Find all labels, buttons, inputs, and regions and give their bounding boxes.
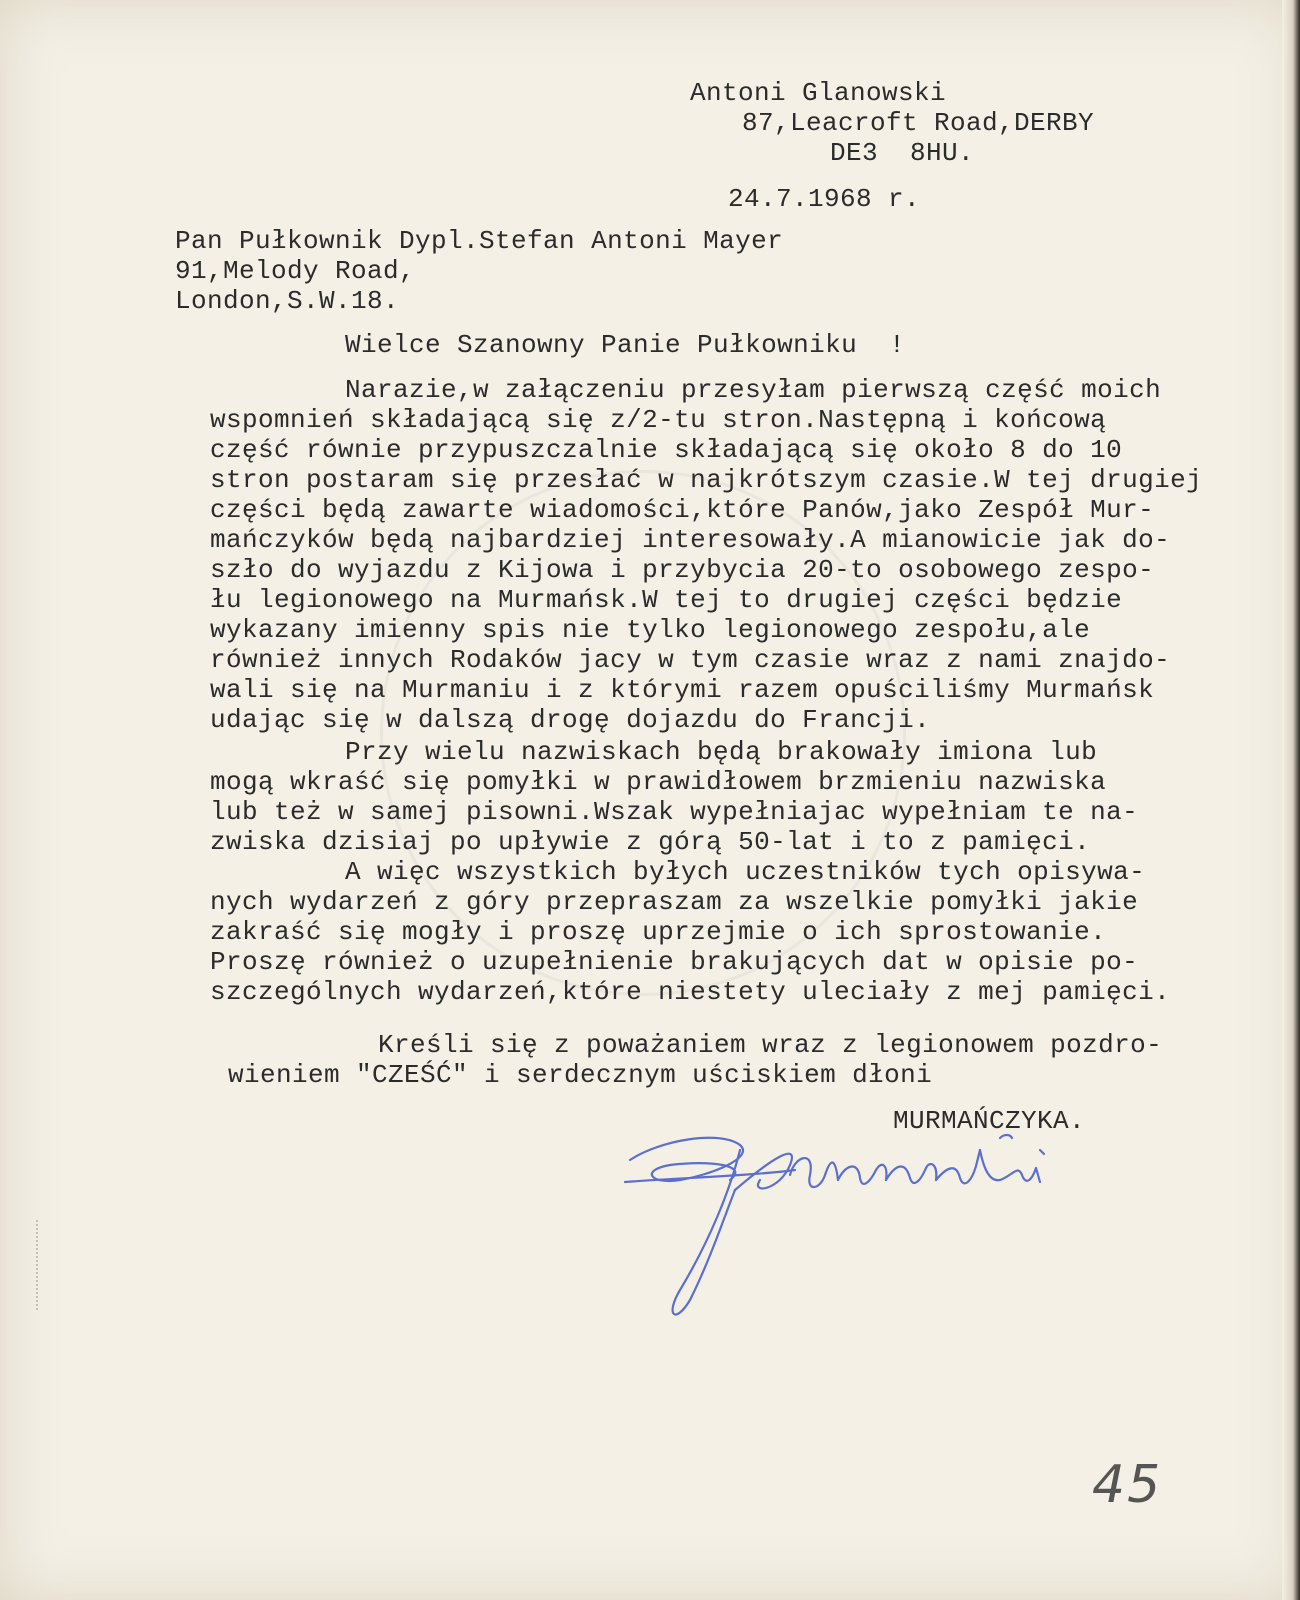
recipient-line3: London,S.W.18. bbox=[175, 286, 400, 316]
recipient-line1: Pan Pułkownik Dypl.Stefan Antoni Mayer bbox=[175, 226, 784, 256]
sender-address-line2: DE3 8HU. bbox=[830, 138, 975, 168]
body-line: Przy wielu nazwiskach będą brakowały imiona lub bbox=[345, 737, 1098, 767]
body-line: mogą wkraść się pomyłki w prawidłowem brzmieniu nazwiska bbox=[210, 767, 1107, 797]
punch-marks bbox=[36, 1220, 44, 1310]
body-line: mańczyków będą najbardziej interesowały.A mianowicie jak do- bbox=[210, 525, 1171, 555]
body-line: zakraść się mogły i proszę uprzejmie o ich sprostowanie. bbox=[210, 917, 1107, 947]
page-number: 45 bbox=[1092, 1455, 1163, 1515]
body-line: zwiska dzisiaj po upływie z górą 50-lat i to z pamięci. bbox=[210, 827, 1091, 857]
letter-date: 24.7.1968 r. bbox=[728, 184, 921, 214]
body-line: wspomnień składającą się z/2-tu stron.Następną i końcową bbox=[210, 405, 1107, 435]
closing-signoff: MURMAŃCZYKA. bbox=[893, 1106, 1086, 1136]
body-line: Proszę również o uzupełnienie brakujących dat w opisie po- bbox=[210, 947, 1139, 977]
body-line: A więc wszystkich byłych uczestników tych opisywa- bbox=[345, 857, 1146, 887]
body-line: części będą zawarte wiadomości,które Panów,jako Zespół Mur- bbox=[210, 495, 1155, 525]
body-line: szczególnych wydarzeń,które niestety uleciały z mej pamięci. bbox=[210, 977, 1171, 1007]
body-line: Narazie,w załączeniu przesyłam pierwszą część moich bbox=[345, 375, 1162, 405]
body-line: wykazany imienny spis nie tylko legionowego zespołu,ale bbox=[210, 615, 1091, 645]
recipient-line2: 91,Melody Road, bbox=[175, 256, 416, 286]
body-line: szło do wyjazdu z Kijowa i przybycia 20-to osobowego zespo- bbox=[210, 555, 1155, 585]
closing-line: Kreśli się z poważaniem wraz z legionowem pozdro- bbox=[378, 1030, 1163, 1060]
handwritten-signature bbox=[620, 1120, 1080, 1330]
body-line: stron postaram się przesłać w najkrótszym czasie.W tej drugiej bbox=[210, 465, 1203, 495]
paper-edge bbox=[1282, 0, 1300, 1600]
salutation: Wielce Szanowny Panie Pułkowniku ! bbox=[345, 330, 906, 360]
sender-address-line1: 87,Leacroft Road,DERBY bbox=[742, 108, 1095, 138]
body-line: wali się na Murmaniu i z którymi razem opuściliśmy Murmańsk bbox=[210, 675, 1155, 705]
body-line: lub też w samej pisowni.Wszak wypełniajac wypełniam te na- bbox=[210, 797, 1139, 827]
body-line: udając się w dalszą drogę dojazdu do Francji. bbox=[210, 705, 931, 735]
body-line: nych wydarzeń z góry przepraszam za wszelkie pomyłki jakie bbox=[210, 887, 1139, 917]
body-line: łu legionowego na Murmańsk.W tej to drugiej części będzie bbox=[210, 585, 1123, 615]
body-line: część równie przypuszczalnie składającą się około 8 do 10 bbox=[210, 435, 1123, 465]
body-line: również innych Rodaków jacy w tym czasie wraz z nami znajdo- bbox=[210, 645, 1171, 675]
sender-name: Antoni Glanowski bbox=[690, 78, 947, 108]
closing-line: wieniem "CZEŚĆ" i serdecznym uściskiem dłoni bbox=[228, 1060, 933, 1090]
